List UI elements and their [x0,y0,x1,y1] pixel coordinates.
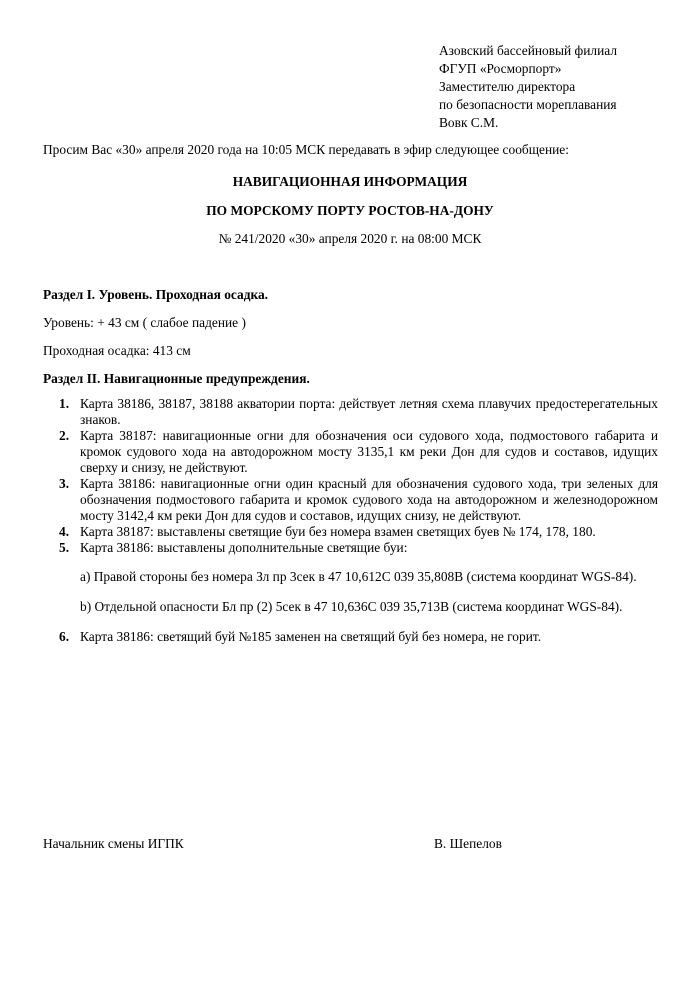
item-text: Карта 38187: навигационные огни для обозначения оси судового хода, подмостового габарита и кромок судового хода на автодорожном мосту 3135,1 км реки Дон для судов и составов, идущих сверху и снизу, не действуют. [80,428,658,475]
list-item [43,396,658,428]
item-number: 5. [59,540,70,555]
addressee-line: ФГУП «Росморпорт» [439,61,562,76]
item-number: 2. [59,428,70,443]
signature-name: В. Шепелов [434,836,502,851]
list-item [43,476,658,524]
sub-item: a) Правой стороны без номера Зл пр 3сек в 47 10,612С 039 35,808В (система координат WGS-84). [80,569,637,584]
list-item [43,540,658,556]
list-item [43,629,658,645]
item-number: 3. [59,476,70,491]
item-text: Карта 38186, 38187, 38188 акватории порта: действует летняя схема плавучих предостерегательных знаков. [80,396,658,427]
addressee-line: Вовк С.М. [439,115,499,130]
addressee-line: по безопасности мореплавания [439,97,617,112]
title-line-3: № 241/2020 «30» апреля 2020 г. на 08:00 МСК [218,231,482,246]
item-text: Карта 38187: выставлены светящие буи без номера взамен светящих буев № 174, 178, 180. [80,524,596,539]
list-item [43,428,658,476]
draft-text: Проходная осадка: 413 см [43,343,191,358]
item-number: 6. [59,629,70,644]
item-number: 1. [59,396,70,411]
title-line-1: НАВИГАЦИОННАЯ ИНФОРМАЦИЯ [232,174,468,189]
addressee-line: Заместителю директора [439,79,576,94]
section-1-heading: Раздел I. Уровень. Проходная осадка. [43,287,269,302]
item-text: Карта 38186: навигационные огни один красный для обозначения судового хода, три зеленых для обозначения подмостового габарита и кромок судового хода на автодорожном и железнодорожном мосту 3142,4 км реки Дон для судов и составов, идущих снизу, не действуют. [80,476,658,523]
item-number: 4. [59,524,70,539]
section-2-heading: Раздел II. Навигационные предупреждения. [43,371,310,386]
level-text: Уровень: + 43 см ( слабое падение ) [43,315,246,330]
list-item [43,524,658,540]
intro-text: Просим Вас «30» апреля 2020 года на 10:05 МСК передавать в эфир следующее сообщение: [43,142,569,157]
sub-item: b) Отдельной опасности Бл пр (2) 5сек в 47 10,636С 039 35,713В (система координат WGS-84). [80,599,623,614]
warnings-list [43,396,658,645]
item-text: Карта 38186: выставлены дополнительные светящие буи: [80,540,408,555]
item-text: Карта 38186: светящий буй №185 заменен на светящий буй без номера, не горит. [80,629,542,644]
addressee-block [439,43,617,133]
addressee-line: Азовский бассейновый филиал [439,43,617,58]
title-line-2: ПО МОРСКОМУ ПОРТУ РОСТОВ-НА-ДОНУ [206,203,494,218]
signature-position: Начальник смены ИГПК [43,836,184,851]
